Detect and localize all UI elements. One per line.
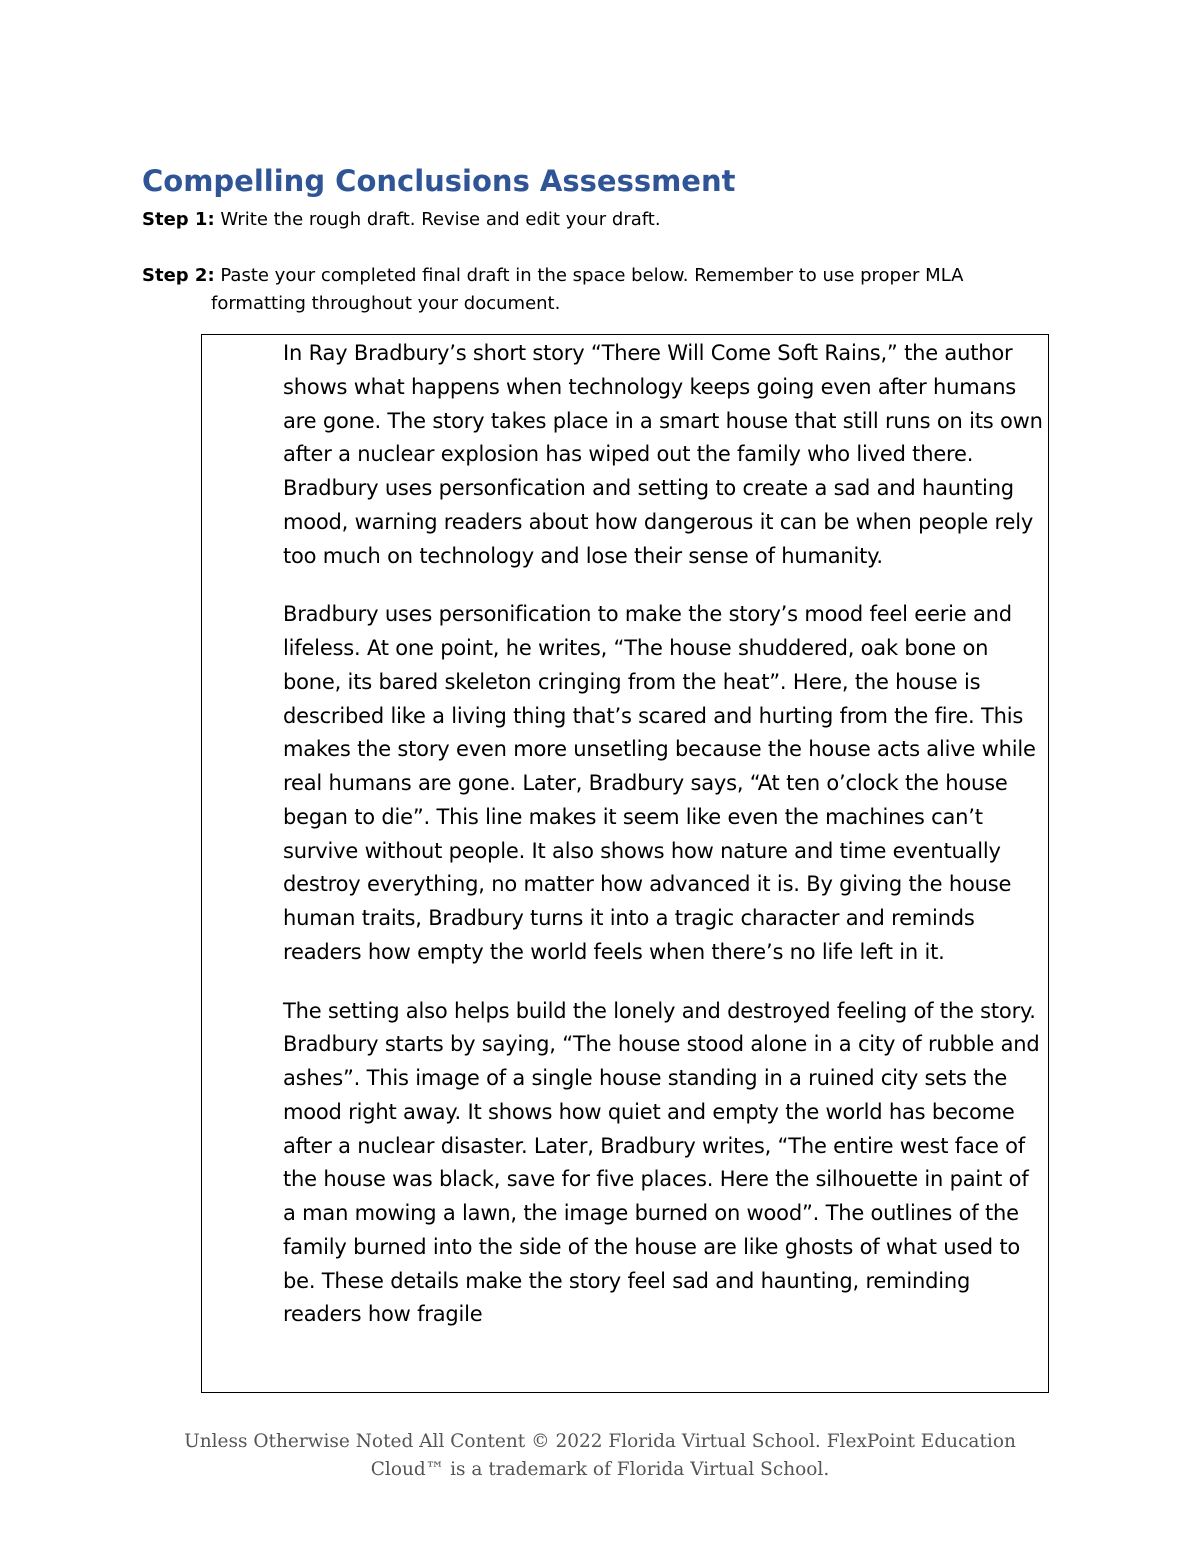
step-1-text: Write the rough draft. Revise and edit your draft. [214,209,661,230]
step-1-instruction [142,206,1042,234]
step-2-continuation: formatting throughout your document. [211,293,561,314]
page-title: Compelling Conclusions Assessment [142,164,736,198]
step-2-text: Paste your completed final draft in the space below. Remember to use proper MLA [214,265,964,286]
essay-paragraph-2: Bradbury uses personification to make the story’s mood feel eerie and lifeless. At one point, he writes, “The house shuddered, oak bone on bone, its bared skeleton cringing from the heat”. Here, the house is described like a living thing that’s scared and hurting from the fire. This makes the story even more unsetling because the house acts alive while real humans are gone. Later, Bradbury says, “At ten o’clock the house began to die”. This line makes it seem like even the machines can’t survive without people. It also shows how nature and time eventually destroy everything, no matter how advanced it is. By giving the house human traits, Bradbury turns it into a tragic character and reminds readers how empty the world feels when there’s no life left in it. [283,602,1036,964]
essay-paragraph-3: The setting also helps build the lonely and destroyed feeling of the story. Bradbury starts by saying, “The house stood alone in a city of rubble and ashes”. This image of a single house standing in a ruined city sets the mood right away. It shows how quiet and empty the world has become after a nuclear disaster. Later, Bradbury writes, “The entire west face of the house was black, save for five places. Here the silhouette in paint of a man mowing a lawn, the image burned on wood”. The outlines of the family burned into the side of the house are like ghosts of what used to be. These details make the story feel sad and haunting, reminding readers how fragile [283,998,1040,1327]
essay-answer-box[interactable] [201,334,1049,1393]
essay-text [283,337,1043,1357]
footer-line-1: Unless Otherwise Noted All Content © 2022 Florida Virtual School. FlexPoint Education [184,1431,1016,1452]
essay-paragraph-1: In Ray Bradbury’s short story “There Will Come Soft Rains,” the author shows what happens when technology keeps going even after humans are gone. The story takes place in a smart house that still runs on its own after a nuclear explosion has wiped out the family who lived there. Bradbury uses personfication and setting to create a sad and haunting mood, warning readers about how dangerous it can be when people rely too much on technology and lose their sense of humanity. [283,341,1043,568]
step-1-label: Step 1: [142,209,215,230]
footer-line-2: Cloud™ is a trademark of Florida Virtual School. [370,1459,830,1480]
step-2-instruction [142,262,1042,318]
copyright-footer [100,1428,1100,1484]
step-2-label: Step 2: [142,265,215,286]
